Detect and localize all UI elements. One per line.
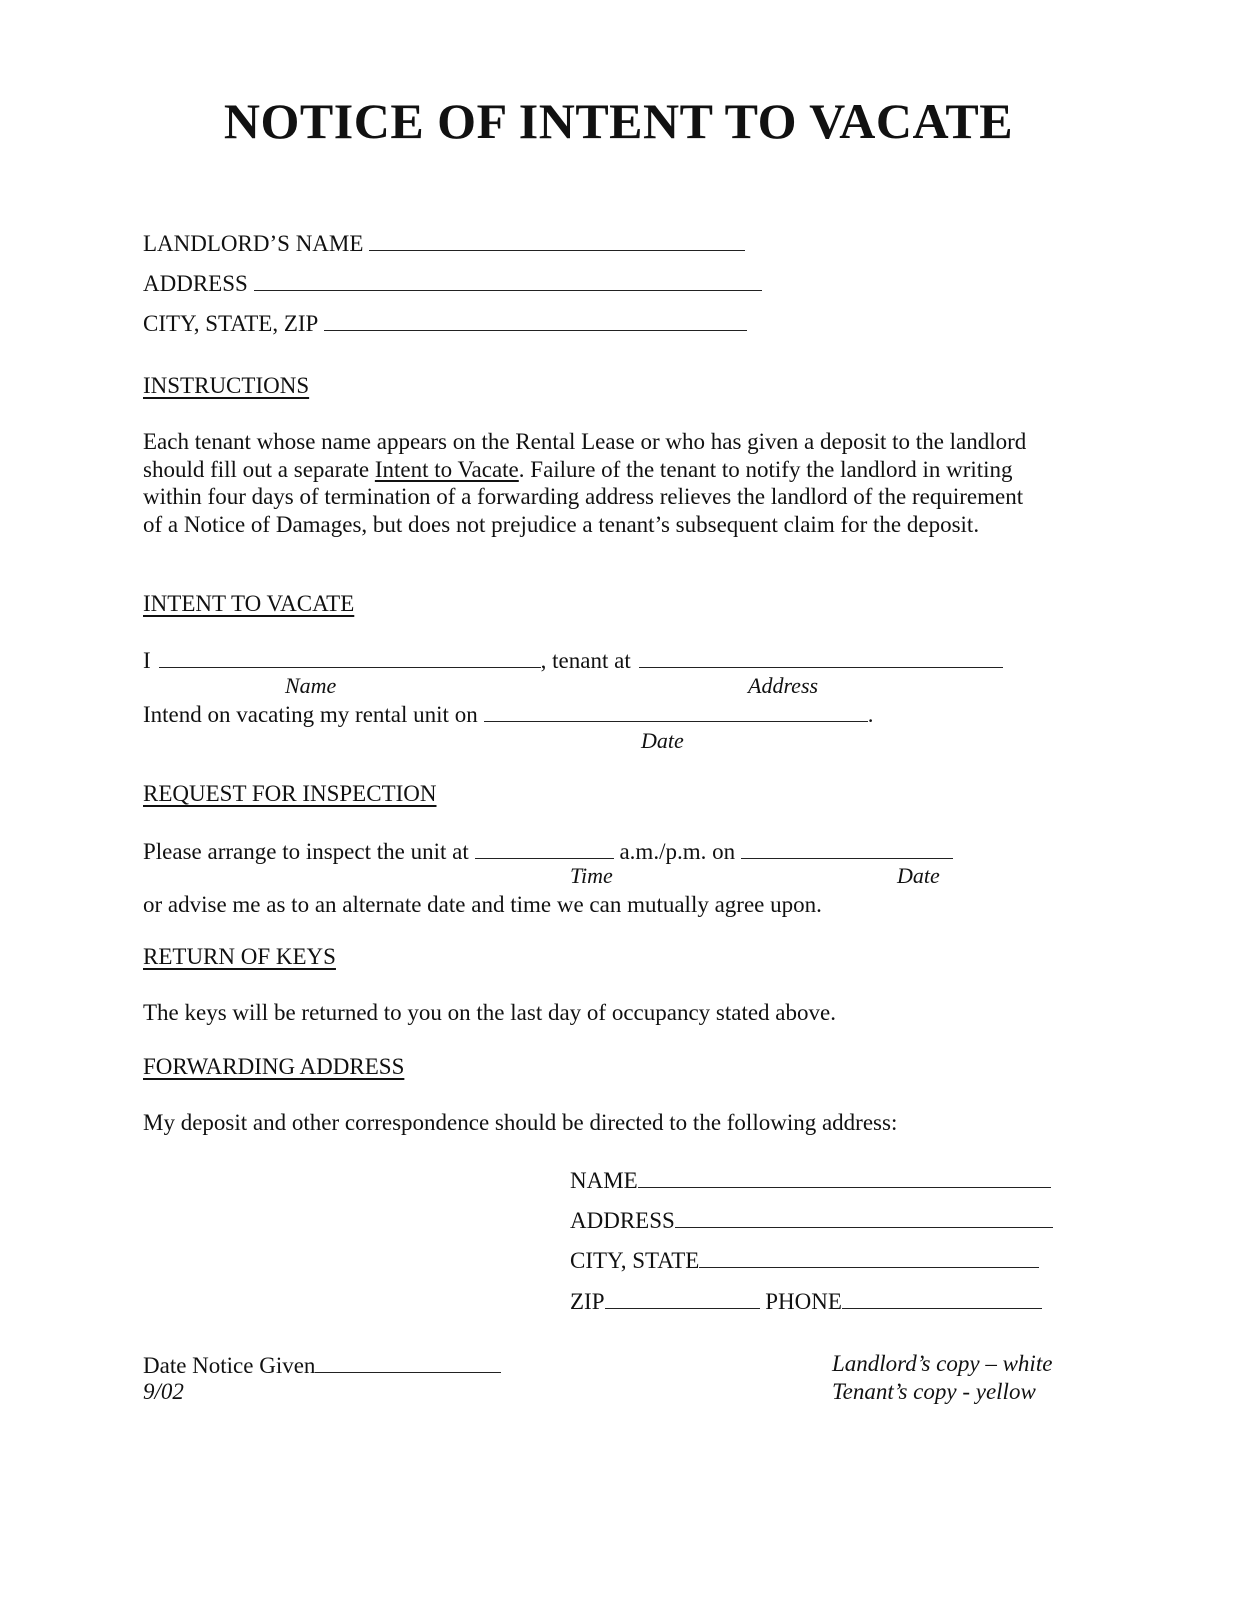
vacating-label: Intend on vacating my rental unit on xyxy=(143,702,478,727)
landlord-name-label: LANDLORD’S NAME xyxy=(143,231,364,256)
intent-row xyxy=(143,645,1003,675)
forwarding-phone-field[interactable] xyxy=(842,1286,1042,1309)
landlord-address-label: ADDRESS xyxy=(143,271,248,296)
forwarding-address-row xyxy=(570,1205,1053,1235)
vacate-date-caption: Date xyxy=(641,728,684,753)
forwarding-name-label: NAME xyxy=(570,1168,638,1193)
vacating-period: . xyxy=(867,702,874,727)
intent-to-vacate-reference: Intent to Vacate xyxy=(374,456,519,482)
inspection-time-field[interactable] xyxy=(475,836,614,859)
instructions-text-start: Each tenant whose name appears on the Rental Lease or who has given a deposit to the landlord should fill out a separate xyxy=(143,429,1027,482)
document-title: NOTICE OF INTENT TO VACATE xyxy=(223,93,1014,149)
tenant-name-field[interactable] xyxy=(159,645,541,668)
landlord-name-field[interactable] xyxy=(369,228,745,251)
tenant-at-label: , tenant at xyxy=(540,648,631,673)
tenant-address-field[interactable] xyxy=(639,645,1003,668)
vacating-row xyxy=(143,699,873,729)
intent-heading: INTENT TO VACATE xyxy=(143,591,355,616)
forwarding-city-state-field[interactable] xyxy=(699,1245,1039,1268)
forwarding-city-state-label: CITY, STATE xyxy=(570,1248,700,1273)
name-caption: Name xyxy=(285,673,337,698)
landlord-city-state-zip-row xyxy=(143,308,747,338)
inspection-date-field[interactable] xyxy=(741,836,953,859)
date-notice-field[interactable] xyxy=(315,1350,501,1373)
revision-label: 9/02 xyxy=(143,1379,184,1404)
inspection-heading: REQUEST FOR INSPECTION xyxy=(143,781,437,806)
forwarding-zip-field[interactable] xyxy=(605,1286,760,1309)
ampm-label: a.m./p.m. on xyxy=(619,839,736,864)
instructions-heading: INSTRUCTIONS xyxy=(143,373,310,398)
inspection-label: Please arrange to inspect the unit at xyxy=(143,839,469,864)
landlord-address-field[interactable] xyxy=(254,268,762,291)
landlord-city-state-zip-field[interactable] xyxy=(324,308,747,331)
forwarding-address-field[interactable] xyxy=(675,1205,1053,1228)
forwarding-name-row xyxy=(570,1165,1051,1195)
forwarding-zip-phone-row xyxy=(570,1286,1042,1316)
instructions-paragraph xyxy=(143,428,1033,538)
date-notice-label: Date Notice Given xyxy=(143,1353,316,1378)
forwarding-heading: FORWARDING ADDRESS xyxy=(143,1054,405,1079)
forwarding-phone-label: PHONE xyxy=(765,1289,842,1314)
alternate-text: or advise me as to an alternate date and time we can mutually agree upon. xyxy=(143,892,822,917)
forwarding-address-label: ADDRESS xyxy=(570,1208,675,1233)
landlord-address-row xyxy=(143,268,762,298)
address-caption: Address xyxy=(748,673,819,698)
instructions-text-end: . Failure of the tenant to notify the landlord in writing within four days of termination of a forwarding address relieves the landlord of the requirement of a Notice of Damages, but does not prejudice a tenant’s subsequent claim for the deposit. xyxy=(143,456,1024,537)
forwarding-name-field[interactable] xyxy=(638,1165,1051,1188)
forwarding-zip-label: ZIP xyxy=(570,1289,605,1314)
tenant-copy-label: Tenant’s copy - yellow xyxy=(832,1379,1036,1404)
intent-prefix: I xyxy=(143,648,151,673)
forwarding-city-state-row xyxy=(570,1245,1039,1275)
keys-text: The keys will be returned to you on the last day of occupancy stated above. xyxy=(143,1000,836,1025)
vacate-date-field[interactable] xyxy=(484,699,868,722)
forwarding-text: My deposit and other correspondence should be directed to the following address: xyxy=(143,1110,898,1135)
inspection-row xyxy=(143,836,953,866)
inspection-date-caption: Date xyxy=(897,863,940,888)
landlord-name-row xyxy=(143,228,745,258)
landlord-copy-label: Landlord’s copy – white xyxy=(832,1351,1053,1376)
keys-heading: RETURN OF KEYS xyxy=(143,944,336,969)
landlord-city-state-zip-label: CITY, STATE, ZIP xyxy=(143,311,319,336)
date-notice-row xyxy=(143,1350,501,1380)
time-caption: Time xyxy=(570,863,613,888)
